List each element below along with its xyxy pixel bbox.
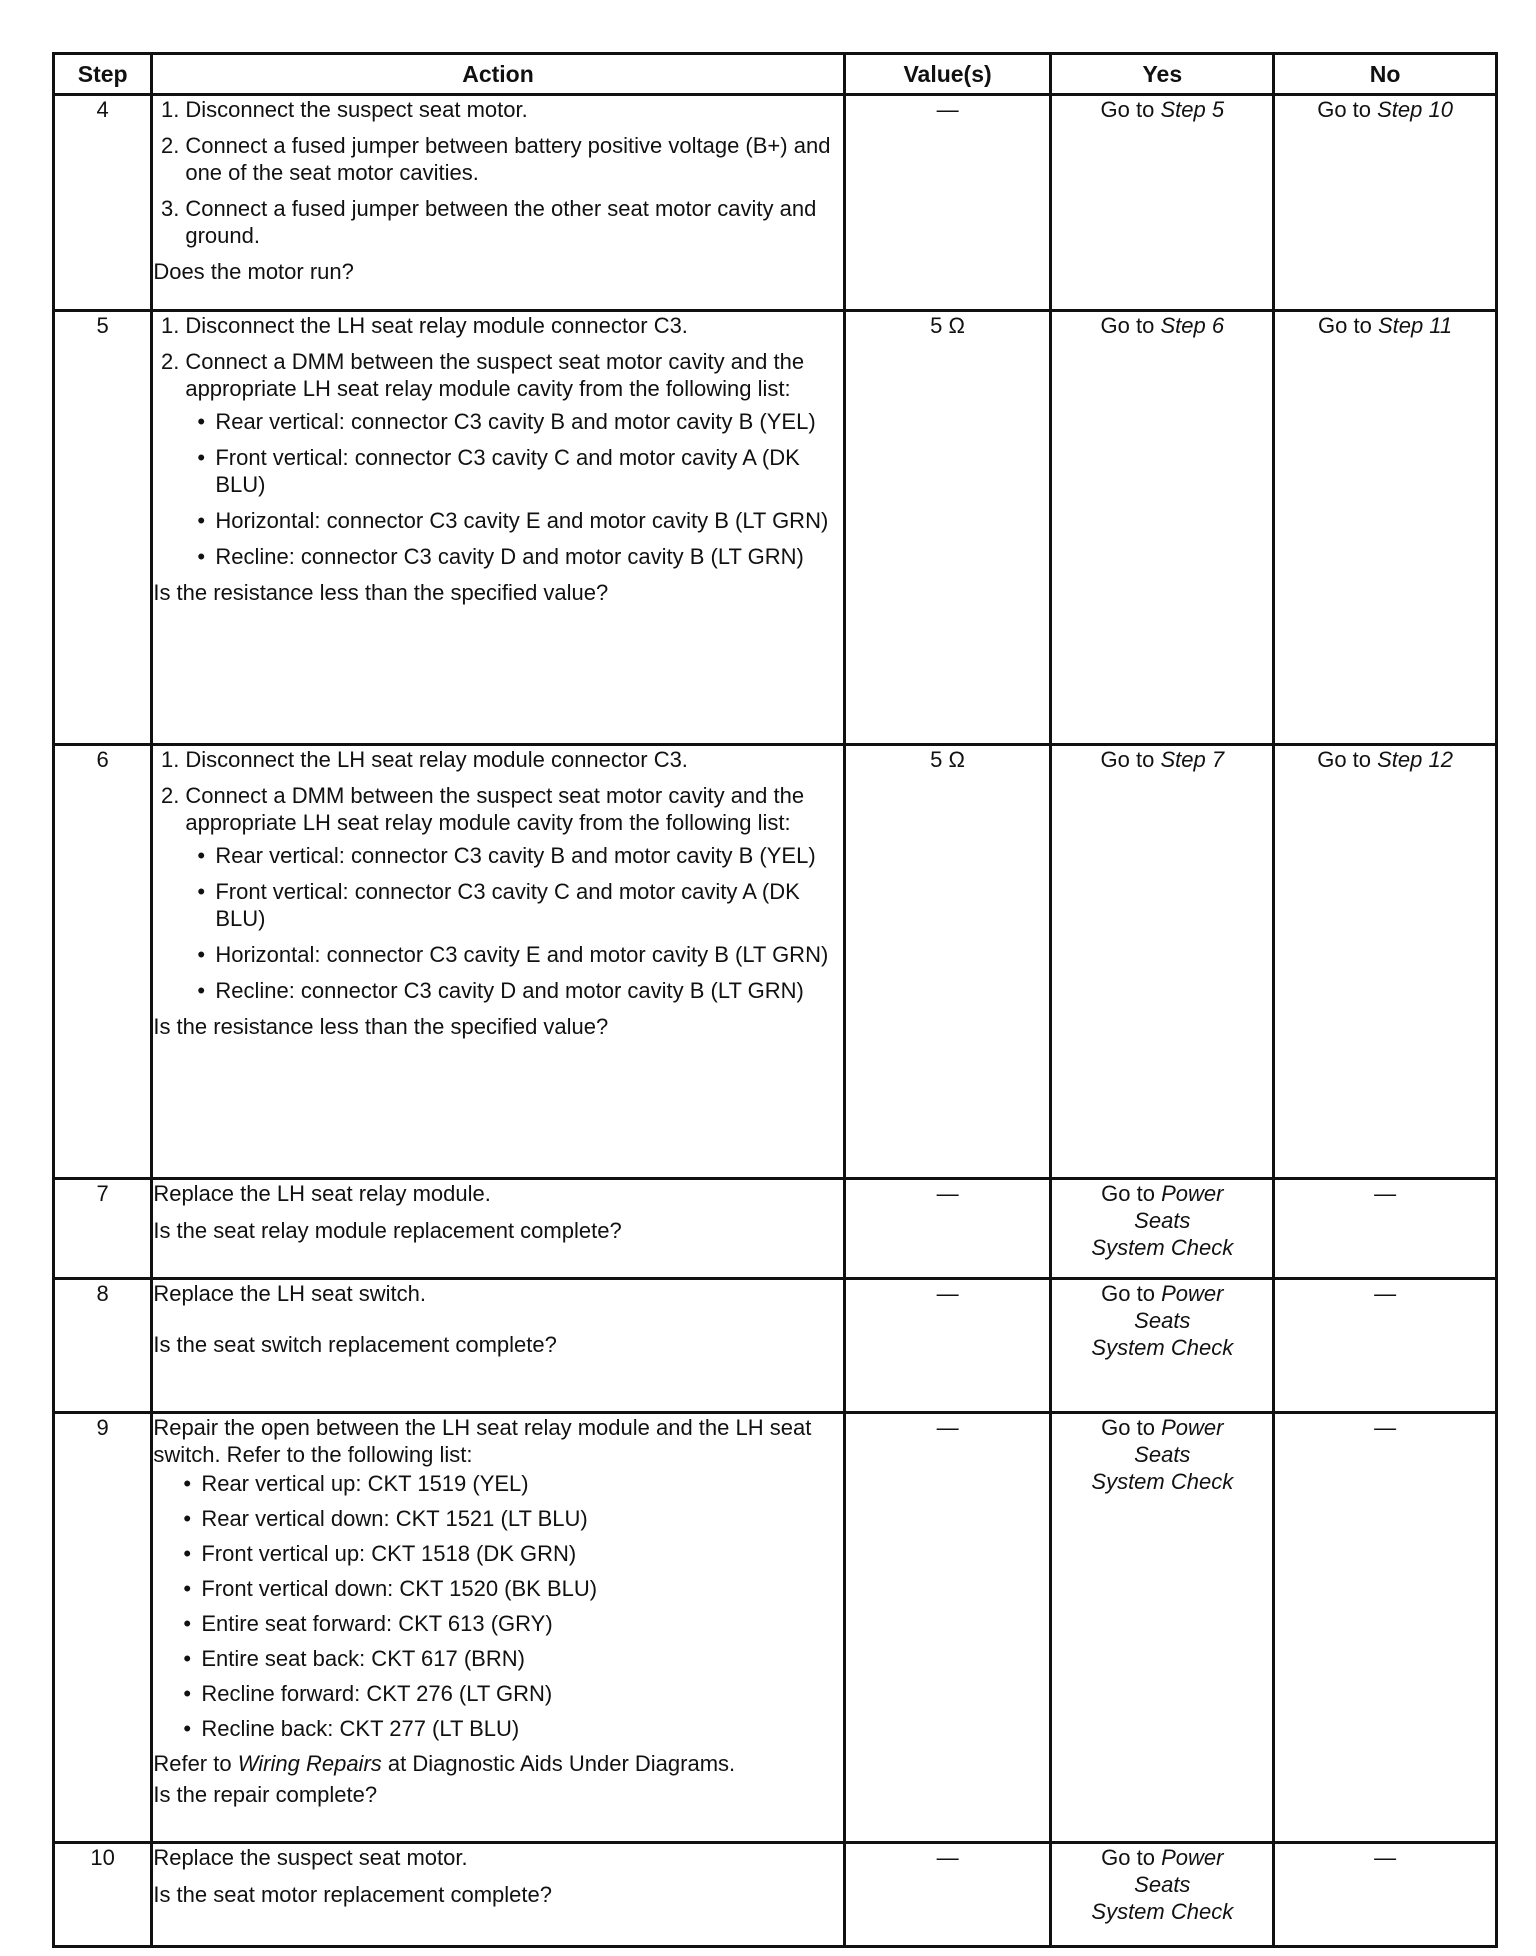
table-row-step-10 [54,1843,1497,1947]
value-cell: 5 Ω [844,745,1051,1179]
yes-cell [1051,1179,1274,1279]
no-cell [1274,745,1497,1179]
action-cell [152,745,844,1179]
list-item: • Recline back: CKT 277 (LT BLU) [201,1715,842,1742]
yes-link[interactable]: Seats [1134,1872,1191,1897]
yes-prefix: Go to [1101,1281,1162,1306]
action-step: 2. Connect a DMM between the suspect seat motor cavity and the appropriate LH seat relay module cavity from the following list: • Rear vertical: connector C3 cavity B and motor cavity B (YEL) • Front vertical: connector C3 cavity C and motor cavity A (DK BLU) • Horizontal: connector C3 cavity E and motor cavity B (LT GRN) • Recline: connector C3 cavity D and motor cavity B (LT GRN) [185,782,842,1004]
no-prefix: Go to [1317,97,1378,122]
list-item: • Recline: connector C3 cavity D and motor cavity B (LT GRN) [215,977,842,1004]
header-no: No [1274,54,1497,95]
yes-prefix: Go to [1100,97,1161,122]
cavity-list [185,408,842,570]
table-row-step-7 [54,1179,1497,1279]
value-cell: — [844,95,1051,311]
list-item: • Entire seat back: CKT 617 (BRN) [201,1645,842,1672]
yes-prefix: Go to [1101,1181,1162,1206]
yes-link[interactable]: Step 6 [1160,313,1225,338]
action-line: Replace the LH seat switch. [153,1281,427,1306]
yes-link[interactable]: Seats [1134,1308,1191,1333]
value-cell: — [844,1279,1051,1413]
no-link[interactable]: Step 10 [1377,97,1453,122]
yes-cell [1051,1279,1274,1413]
table-row-step-4 [54,95,1497,311]
table-row-step-9 [54,1413,1497,1843]
yes-cell [1051,1413,1274,1843]
yes-link[interactable]: Seats [1134,1442,1191,1467]
header-step: Step [54,54,152,95]
action-cell [152,311,844,745]
action-step: 1. Disconnect the LH seat relay module connector C3. [160,747,688,772]
list-item: • Recline: connector C3 cavity D and motor cavity B (LT GRN) [215,543,842,570]
header-action: Action [152,54,844,95]
no-cell [1274,311,1497,745]
header-row [54,54,1497,95]
list-item: • Rear vertical: connector C3 cavity B and motor cavity B (YEL) [215,842,842,869]
list-item: • Entire seat forward: CKT 613 (GRY) [201,1610,842,1637]
step-number: 7 [54,1179,152,1279]
yes-cell [1051,1843,1274,1947]
action-step: 3. Connect a fused jumper between the other seat motor cavity and ground. [160,196,817,248]
action-intro: Repair the open between the LH seat relay module and the LH seat switch. Refer to the following list: [153,1415,812,1467]
step-number: 4 [54,95,152,311]
yes-link[interactable]: Step 7 [1160,747,1225,772]
action-step: 1. Disconnect the suspect seat motor. [160,97,528,122]
action-cell [152,1179,844,1279]
action-question: Is the seat switch replacement complete? [153,1332,557,1357]
list-item: • Rear vertical up: CKT 1519 (YEL) [201,1470,842,1497]
table-row-step-8 [54,1279,1497,1413]
value-cell: — [844,1843,1051,1947]
step-number: 5 [54,311,152,745]
action-question: Is the seat relay module replacement complete? [153,1218,622,1243]
list-item: • Recline forward: CKT 276 (LT GRN) [201,1680,842,1707]
circuit-list [153,1470,842,1742]
action-steps [153,746,842,1004]
action-question: Does the motor run? [153,259,354,284]
yes-link[interactable]: Seats [1134,1208,1191,1233]
no-cell: — [1274,1279,1497,1413]
list-item: • Rear vertical: connector C3 cavity B and motor cavity B (YEL) [215,408,842,435]
action-steps [153,96,842,249]
action-line: Replace the LH seat relay module. [153,1181,491,1206]
list-item: • Front vertical down: CKT 1520 (BK BLU) [201,1575,842,1602]
no-cell: — [1274,1843,1497,1947]
header-values: Value(s) [844,54,1051,95]
yes-cell [1051,745,1274,1179]
yes-prefix: Go to [1101,1415,1162,1440]
value-cell: 5 Ω [844,311,1051,745]
list-item: • Rear vertical down: CKT 1521 (LT BLU) [201,1505,842,1532]
yes-cell [1051,95,1274,311]
action-steps [153,312,842,570]
action-question: Is the resistance less than the specified value? [153,580,609,605]
step-number: 10 [54,1843,152,1947]
list-item: • Front vertical: connector C3 cavity C and motor cavity A (DK BLU) [215,444,842,498]
list-item: • Horizontal: connector C3 cavity E and motor cavity B (LT GRN) [215,507,842,534]
yes-link[interactable]: System Check [1091,1235,1234,1260]
yes-link[interactable]: Power [1161,1845,1224,1870]
action-cell [152,1279,844,1413]
yes-prefix: Go to [1100,747,1161,772]
yes-link[interactable]: System Check [1091,1335,1234,1360]
table-row-step-5 [54,311,1497,745]
no-link[interactable]: Step 11 [1377,313,1453,338]
step-number: 9 [54,1413,152,1843]
no-cell: — [1274,1413,1497,1843]
action-question: Is the repair complete? [153,1782,378,1807]
action-cell [152,1843,844,1947]
cavity-list [185,842,842,1004]
wiring-repairs-link[interactable]: Wiring Repairs [237,1751,382,1776]
action-step: 1. Disconnect the LH seat relay module connector C3. [160,313,688,338]
yes-prefix: Go to [1100,313,1161,338]
diagnostic-table [52,52,1498,1948]
yes-link[interactable]: Power [1161,1415,1224,1440]
action-question: Is the resistance less than the specified value? [153,1014,609,1039]
action-line: Replace the suspect seat motor. [153,1845,468,1870]
header-yes: Yes [1051,54,1274,95]
yes-link[interactable]: Step 5 [1160,97,1225,122]
table-row-step-6 [54,745,1497,1179]
no-prefix: Go to [1318,313,1378,338]
step-number: 8 [54,1279,152,1413]
action-step: 2. Connect a fused jumper between battery positive voltage (B+) and one of the seat motor cavities. [160,133,831,185]
yes-prefix: Go to [1101,1845,1162,1870]
action-step: 2. Connect a DMM between the suspect seat motor cavity and the appropriate LH seat relay module cavity from the following list: • Rear vertical: connector C3 cavity B and motor cavity B (YEL) • Front vertical: connector C3 cavity C and motor cavity A (DK BLU) • Horizontal: connector C3 cavity E and motor cavity B (LT GRN) • Recline: connector C3 cavity D and motor cavity B (LT GRN) [185,348,842,570]
list-item: • Horizontal: connector C3 cavity E and motor cavity B (LT GRN) [215,941,842,968]
no-prefix: Go to [1317,747,1378,772]
action-cell [152,1413,844,1843]
no-cell [1274,95,1497,311]
value-cell: — [844,1413,1051,1843]
yes-link[interactable]: Power [1161,1181,1224,1206]
yes-link[interactable]: System Check [1091,1899,1234,1924]
list-item: • Front vertical up: CKT 1518 (DK GRN) [201,1540,842,1567]
yes-cell [1051,311,1274,745]
no-link[interactable]: Step 12 [1377,747,1453,772]
list-item: • Front vertical: connector C3 cavity C and motor cavity A (DK BLU) [215,878,842,932]
action-cell [152,95,844,311]
yes-link[interactable]: System Check [1091,1469,1234,1494]
value-cell: — [844,1179,1051,1279]
no-cell: — [1274,1179,1497,1279]
step-number: 6 [54,745,152,1179]
yes-link[interactable]: Power [1161,1281,1224,1306]
refer-line: Refer to Wiring Repairs at Diagnostic Aids Under Diagrams. [153,1751,736,1776]
action-question: Is the seat motor replacement complete? [153,1882,552,1907]
